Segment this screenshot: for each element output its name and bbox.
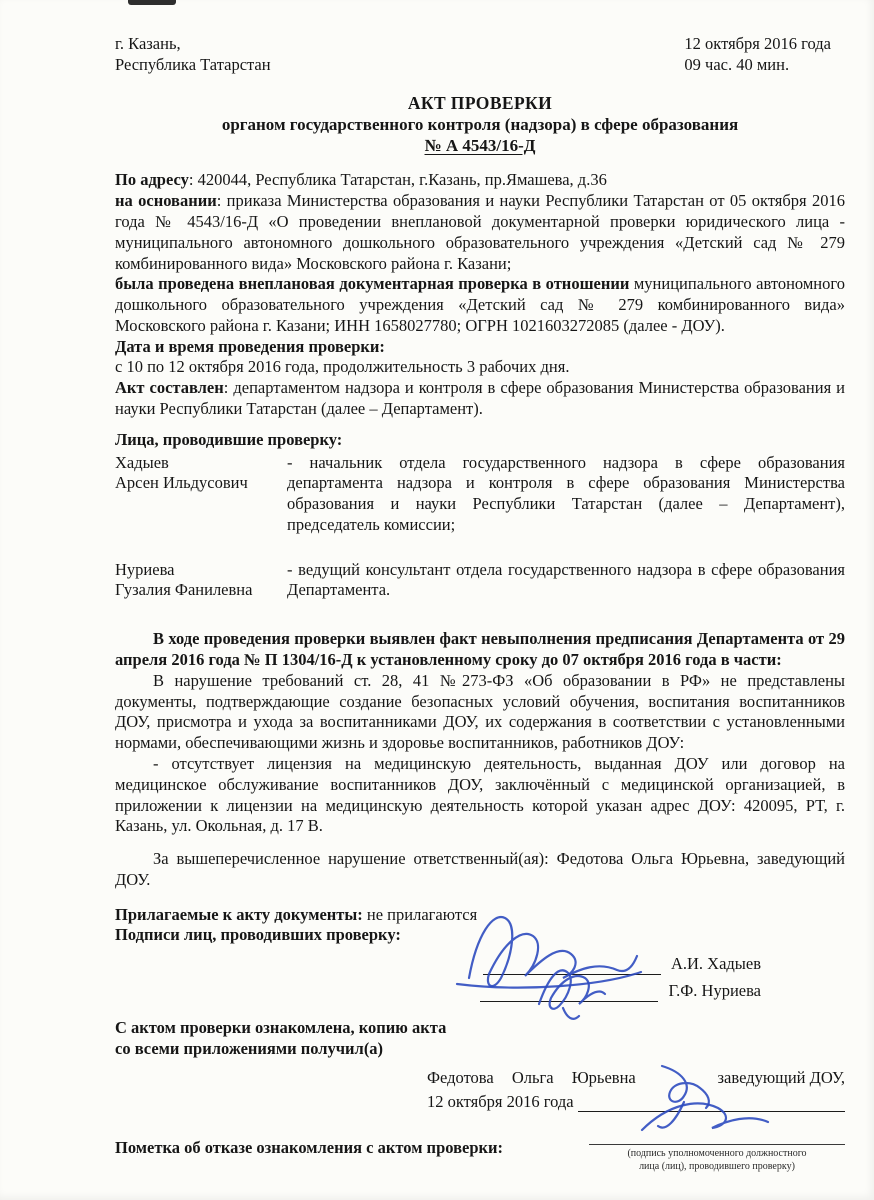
title-subtitle: органом государственного контроля (надзора) в сфере образования: [221, 114, 739, 134]
signatures-label-text: Подписи лиц, проводивших проверку:: [115, 925, 401, 945]
caption-line1: (подпись уполномоченного должностного: [627, 1148, 807, 1160]
document-header: [115, 34, 845, 76]
attachments-value: не прилагаются: [362, 904, 478, 924]
ack-line1-text: С актом проверки ознакомлена, копию акта: [115, 1018, 447, 1038]
attachments-line: [115, 905, 845, 926]
ack-person-line: [427, 1068, 845, 1089]
basis-text: : приказа Министерства образования и науки Республики Татарстан от 05 октября 2016 года № 4543/16-Д «О проведении внеплановой документарной проверки юридического лица - муниципального автономного дошкольного образовательного учреждения «Детский сад № 279 комбинированного вида» Московского района г. Казани;: [115, 191, 845, 273]
ack-person-name: Федотова Ольга Юрьевна: [427, 1067, 636, 1087]
findings-lead: [115, 629, 845, 671]
title-main: АКТ ПРОВЕРКИ: [407, 92, 553, 113]
datetime-label: Дата и время проведения проверки:: [115, 336, 385, 356]
act-composed-label: Акт составлен: [115, 378, 224, 398]
inspector-name: [115, 560, 287, 602]
ack-person-title: заведующий ДОУ,: [717, 1067, 845, 1087]
act-composed-text: : департаментом надзора и контроля в сфере образования Министерства образования и науки Республики Татарстан (далее – Департамент).: [115, 378, 846, 419]
caption-line2: лица (лиц), проводившего проверку): [639, 1161, 795, 1173]
findings-detail: - отсутствует лицензия на медицинскую деятельность, выданная ДОУ или договор на медицинское обслуживание воспитанников ДОУ, заключённый с медицинской организацией, в приложении к лицензии на медицинскую деятельность которой указан адрес ДОУ: 420095, РТ, г. Казань, ул. Окольная, д. 17 В.: [115, 753, 845, 836]
inspector-given-name: Арсен Ильдусович: [115, 473, 248, 493]
title-act-number: № А 4543/16-Д: [424, 136, 536, 156]
header-time: 09 час. 40 мин.: [684, 54, 790, 74]
refusal-label: [115, 1138, 503, 1159]
ack-date-text: 12 октября 2016 года: [427, 1091, 574, 1111]
signature-row: [115, 948, 761, 975]
signature-line: [483, 959, 661, 976]
signature-name: А.И. Хадыев: [670, 954, 761, 974]
inspector-surname: Хадыев: [115, 452, 169, 472]
inspectors-heading: [115, 430, 845, 451]
refusal-label-text: Пометка об отказе ознакомления с актом проверки:: [115, 1138, 503, 1158]
header-place: [115, 34, 271, 76]
inspection-label: была проведена внеплановая документарная проверка в отношении: [115, 274, 630, 294]
paragraph-address: [115, 170, 845, 191]
inspector-role: - начальник отдела государственного надзора в сфере образования департамента надзора и контроля в сфере образования Министерства образования и науки Республики Татарстан (далее – Департамент), председатель комиссии;: [287, 452, 845, 534]
ack-line2-text: со всеми приложениями получил(а): [115, 1038, 384, 1058]
paragraph-datetime-label: [115, 337, 845, 358]
scan-artifact: [128, 0, 176, 5]
signature-row: [115, 975, 761, 1002]
signature-line: [480, 986, 658, 1003]
inspector-given-name: Гузалия Фанилевна: [115, 580, 253, 600]
document-title: [115, 92, 845, 157]
signature-name: Г.Ф. Нуриева: [668, 981, 761, 1001]
inspection-text: муниципального автономного дошкольного образовательного учреждения «Детский сад № 279 комбинированного вида» Московского района г. Казани; ИНН 1658027780; ОГРН 1021603272085 (далее - ДОУ).: [115, 274, 845, 335]
header-city: г. Казань,: [115, 34, 181, 53]
attachments-label: Прилагаемые к акту документы:: [115, 904, 363, 924]
paragraph-act-composed: [115, 378, 845, 420]
paragraph-datetime-value: с 10 по 12 октября 2016 года, продолжительность 3 рабочих дня.: [115, 357, 570, 377]
inspector-row: [115, 453, 845, 536]
signatures-block: [115, 948, 845, 1002]
ack-date-line: [427, 1092, 845, 1113]
ack-line2: [115, 1039, 845, 1060]
inspector-row: [115, 560, 845, 602]
inspectors-heading-label: Лица, проводившие проверку:: [115, 429, 343, 449]
refusal-row: [115, 1138, 845, 1173]
basis-label: на основании: [115, 191, 217, 211]
signature-caption: [589, 1144, 845, 1173]
paragraph-inspection: [115, 274, 845, 336]
address-label: По адресу: [115, 170, 189, 190]
signatures-label: [115, 925, 845, 946]
findings-lead-text: В ходе проведения проверки выявлен факт невыполнения предписания Департамента от 29 апреля 2016 года № П 1304/16-Д к установленному сроку до 07 октября 2016 года в части:: [115, 629, 845, 670]
inspector-name: [115, 453, 287, 536]
ack-line1: [115, 1018, 845, 1039]
inspector-surname: Нуриева: [115, 559, 175, 579]
header-datetime: [684, 34, 845, 76]
paragraph-basis: [115, 191, 845, 274]
address-text: : 420044, Республика Татарстан, г.Казань, пр.Ямашева, д.36: [188, 170, 607, 190]
findings-violation: В нарушение требований ст. 28, 41 №273-ФЗ «Об образовании в РФ» не представлены документы, подтверждающие создание безопасных условий обучения, воспитания воспитанников ДОУ, присмотра и ухода за воспитанниками ДОУ, их содержания в соответствии с установленными нормами, обеспечивающими жизнь и здоровье воспитанников, работников ДОУ:: [115, 670, 845, 753]
inspector-role: - ведущий консультант отдела государственного надзора в сфере образования Департамента.: [287, 559, 845, 600]
ack-date-blank-line: [578, 1092, 845, 1113]
findings-responsible: За вышеперечисленное нарушение ответственный(ая): Федотова Ольга Юрьевна, заведующий ДОУ.: [115, 849, 845, 889]
ack-person-block: [427, 1068, 845, 1113]
header-region: Республика Татарстан: [115, 54, 271, 74]
header-date: 12 октября 2016 года: [684, 34, 831, 53]
